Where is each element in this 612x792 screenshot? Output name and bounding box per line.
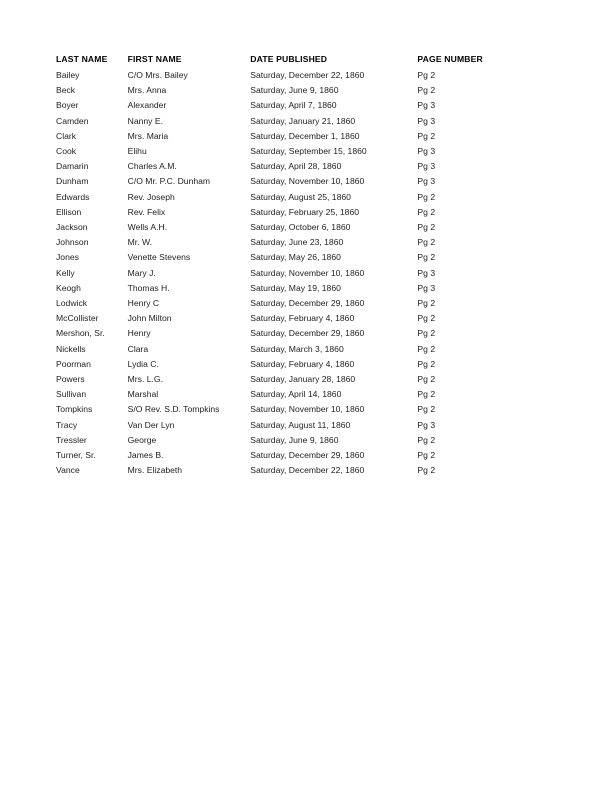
- cell-first_name: Henry C: [127, 298, 160, 309]
- cell-date_published: Saturday, December 29, 1860: [250, 328, 365, 339]
- cell-last_name: Lodwick: [56, 298, 88, 309]
- cell-page_number: Pg 2: [417, 313, 436, 324]
- cell-last_name: Keogh: [56, 282, 81, 293]
- cell-first_name: Thomas H.: [127, 282, 170, 293]
- table-row: [56, 144, 526, 159]
- table-row: [56, 220, 526, 235]
- cell-last_name: Mershon, Sr.: [56, 328, 105, 339]
- table-row: [56, 402, 526, 417]
- cell-page_number: Pg 2: [417, 328, 436, 339]
- cell-first_name: Alexander: [127, 100, 167, 111]
- cell-page_number: Pg 2: [417, 343, 436, 354]
- cell-date_published: Saturday, December 22, 1860: [250, 465, 365, 476]
- table-row: [56, 235, 526, 250]
- cell-first_name: Elihu: [127, 146, 147, 157]
- cell-page_number: Pg 2: [417, 222, 436, 233]
- table-row: [56, 159, 526, 174]
- cell-first_name: Mrs. Anna: [127, 85, 167, 96]
- cell-date_published: Saturday, November 10, 1860: [250, 176, 365, 187]
- cell-date_published: Saturday, April 28, 1860: [250, 161, 342, 172]
- cell-date_published: Saturday, February 4, 1860: [250, 313, 355, 324]
- cell-page_number: Pg 3: [417, 419, 436, 430]
- table-header-row: [56, 54, 526, 68]
- cell-first_name: Henry: [127, 328, 151, 339]
- cell-page_number: Pg 2: [417, 130, 436, 141]
- cell-page_number: Pg 2: [417, 191, 436, 202]
- cell-date_published: Saturday, June 9, 1860: [250, 85, 339, 96]
- column-header-date-published: DATE PUBLISHED: [250, 54, 328, 64]
- column-header-first-name: FIRST NAME: [127, 54, 182, 64]
- cell-page_number: Pg 2: [417, 237, 436, 248]
- cell-first_name: Charles A.M.: [127, 161, 177, 172]
- cell-last_name: Dunham: [56, 176, 89, 187]
- cell-date_published: Saturday, October 6, 1860: [250, 222, 351, 233]
- cell-date_published: Saturday, December 22, 1860: [250, 70, 365, 80]
- cell-last_name: Turner, Sr.: [56, 450, 96, 461]
- cell-first_name: John Milton: [127, 313, 172, 324]
- cell-first_name: Mr. W.: [127, 237, 152, 248]
- table-row: [56, 83, 526, 98]
- table-row: [56, 129, 526, 144]
- table-row: [56, 114, 526, 129]
- cell-page_number: Pg 3: [417, 100, 436, 111]
- cell-last_name: Johnson: [56, 237, 89, 248]
- cell-page_number: Pg 2: [417, 450, 436, 461]
- cell-last_name: Bailey: [56, 70, 80, 80]
- cell-page_number: Pg 3: [417, 282, 436, 293]
- cell-last_name: Vance: [56, 465, 80, 476]
- cell-page_number: Pg 3: [417, 161, 436, 172]
- table-row: [56, 326, 526, 341]
- cell-last_name: Cook: [56, 146, 77, 157]
- cell-page_number: Pg 2: [417, 70, 436, 80]
- column-header-last-name: LAST NAME: [56, 54, 108, 64]
- cell-last_name: Ellison: [56, 206, 82, 217]
- table-row: [56, 205, 526, 220]
- cell-last_name: Tracy: [56, 419, 78, 430]
- cell-last_name: Sullivan: [56, 389, 87, 400]
- cell-first_name: Mrs. Maria: [127, 130, 169, 141]
- cell-first_name: Mrs. L.G.: [127, 374, 163, 385]
- cell-date_published: Saturday, May 26, 1860: [250, 252, 341, 263]
- cell-page_number: Pg 3: [417, 146, 436, 157]
- cell-date_published: Saturday, November 10, 1860: [250, 404, 365, 415]
- cell-last_name: Clark: [56, 130, 77, 141]
- cell-page_number: Pg 2: [417, 298, 436, 309]
- cell-page_number: Pg 2: [417, 358, 436, 369]
- cell-page_number: Pg 2: [417, 206, 436, 217]
- table-row: [56, 448, 526, 463]
- cell-last_name: Edwards: [56, 191, 90, 202]
- cell-date_published: Saturday, January 28, 1860: [250, 374, 356, 385]
- cell-last_name: Boyer: [56, 100, 79, 111]
- table-row: [56, 342, 526, 357]
- cell-first_name: Rev. Joseph: [127, 191, 175, 202]
- cell-date_published: Saturday, August 25, 1860: [250, 191, 351, 202]
- cell-first_name: James B.: [127, 450, 164, 461]
- table-row: [56, 190, 526, 205]
- cell-last_name: Camden: [56, 115, 89, 126]
- cell-last_name: Damarin: [56, 161, 89, 172]
- cell-last_name: Powers: [56, 374, 85, 385]
- table-row: [56, 357, 526, 372]
- cell-date_published: Saturday, August 11, 1860: [250, 419, 351, 430]
- cell-date_published: Saturday, December 29, 1860: [250, 298, 365, 309]
- cell-first_name: Mary J.: [127, 267, 156, 278]
- cell-date_published: Saturday, May 19, 1860: [250, 282, 341, 293]
- cell-date_published: Saturday, February 4, 1860: [250, 358, 355, 369]
- table-row: [56, 387, 526, 402]
- cell-page_number: Pg 2: [417, 85, 436, 96]
- cell-first_name: Van Der Lyn: [127, 419, 175, 430]
- cell-date_published: Saturday, April 7, 1860: [250, 100, 337, 111]
- table-body: [56, 68, 526, 478]
- table-row: [56, 433, 526, 448]
- table-row: [56, 372, 526, 387]
- cell-last_name: Tompkins: [56, 404, 93, 415]
- cell-date_published: Saturday, June 23, 1860: [250, 237, 344, 248]
- cell-date_published: Saturday, April 14, 1860: [250, 389, 342, 400]
- cell-date_published: Saturday, January 21, 1860: [250, 115, 356, 126]
- cell-last_name: Jones: [56, 252, 79, 263]
- cell-first_name: Mrs. Elizabeth: [127, 465, 183, 476]
- cell-page_number: Pg 3: [417, 176, 436, 187]
- cell-last_name: Jackson: [56, 222, 88, 233]
- table-row: [56, 311, 526, 326]
- cell-page_number: Pg 3: [417, 267, 436, 278]
- cell-page_number: Pg 2: [417, 465, 436, 476]
- cell-date_published: Saturday, June 9, 1860: [250, 434, 339, 445]
- cell-last_name: McCollister: [56, 313, 99, 324]
- table-header: [56, 54, 526, 68]
- table-row: [56, 266, 526, 281]
- cell-last_name: Kelly: [56, 267, 75, 278]
- cell-date_published: Saturday, December 1, 1860: [250, 130, 360, 141]
- cell-last_name: Poorman: [56, 358, 91, 369]
- cell-page_number: Pg 2: [417, 389, 436, 400]
- table-row: [56, 463, 526, 478]
- obituary-index-table: [56, 54, 526, 478]
- cell-date_published: Saturday, November 10, 1860: [250, 267, 365, 278]
- cell-first_name: Nanny E.: [127, 115, 163, 126]
- cell-first_name: Lydia C.: [127, 358, 159, 369]
- cell-page_number: Pg 2: [417, 404, 436, 415]
- table-row: [56, 250, 526, 265]
- cell-last_name: Nickells: [56, 343, 86, 354]
- cell-first_name: C/O Mr. P.C. Dunham: [127, 176, 211, 187]
- cell-date_published: Saturday, September 15, 1860: [250, 146, 367, 157]
- table-row: [56, 68, 526, 83]
- column-header-page-number: PAGE NUMBER: [417, 54, 483, 64]
- table-row: [56, 418, 526, 433]
- table-row: [56, 98, 526, 113]
- cell-page_number: Pg 3: [417, 115, 436, 126]
- table-row: [56, 174, 526, 189]
- cell-first_name: S/O Rev. S.D. Tompkins: [127, 404, 220, 415]
- cell-page_number: Pg 2: [417, 252, 436, 263]
- cell-first_name: Marshal: [127, 389, 159, 400]
- cell-date_published: Saturday, February 25, 1860: [250, 206, 360, 217]
- cell-first_name: C/O Mrs. Bailey: [127, 70, 188, 80]
- cell-date_published: Saturday, December 29, 1860: [250, 450, 365, 461]
- cell-first_name: Venette Stevens: [127, 252, 191, 263]
- table-row: [56, 281, 526, 296]
- cell-first_name: Rev. Felix: [127, 206, 166, 217]
- cell-last_name: Tressler: [56, 434, 87, 445]
- cell-first_name: George: [127, 434, 157, 445]
- cell-page_number: Pg 2: [417, 434, 436, 445]
- cell-last_name: Beck: [56, 85, 76, 96]
- cell-date_published: Saturday, March 3, 1860: [250, 343, 344, 354]
- cell-page_number: Pg 2: [417, 374, 436, 385]
- cell-first_name: Wells A.H.: [127, 222, 168, 233]
- table-row: [56, 296, 526, 311]
- cell-first_name: Clara: [127, 343, 149, 354]
